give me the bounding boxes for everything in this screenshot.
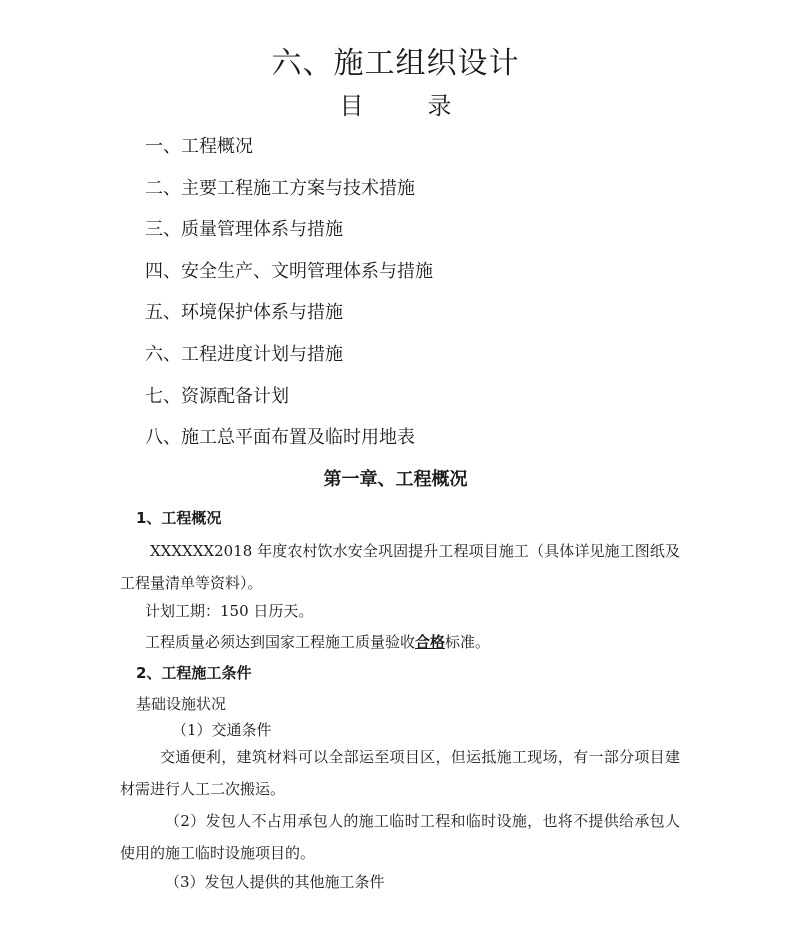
temporary-facilities-text: （2）发包人不占用承包人的施工临时工程和临时设施，也将不提供给承包人使用的施工临时设施项目的。 (120, 812, 680, 862)
toc-item: 二、主要工程施工方案与技术措施 (145, 177, 415, 199)
toc-item: 六、工程进度计划与措施 (145, 343, 343, 365)
quality-text: 工程质量必须达到国家工程施工质量验收 (145, 633, 416, 651)
section-heading: 2、工程施工条件 (136, 664, 252, 682)
traffic-description: 交通便利，建筑材料可以全部运至项目区，但运抵施工现场，有一部分项目建材需进行人工二次搬运。 (120, 748, 680, 798)
quality-emphasis: 合格 (415, 633, 446, 651)
toc-title: 目 录 (339, 92, 472, 120)
document-title: 六、施工组织设计 (271, 46, 520, 81)
toc-item: 八、施工总平面布置及临时用地表 (145, 427, 415, 449)
quality-text-end: 标准。 (445, 633, 491, 651)
chapter-title: 第一章、工程概况 (323, 469, 468, 490)
quality-line (145, 631, 490, 653)
item-title: （1）交通条件 (172, 721, 272, 739)
toc-item: 七、资源配备计划 (145, 385, 289, 407)
table-of-contents (145, 132, 433, 465)
toc-item: 三、质量管理体系与措施 (145, 219, 343, 241)
section-heading: 1、工程概况 (136, 509, 222, 527)
project-description: XXXXXX2018 年度农村饮水安全巩固提升工程项目施工（具体详见施工图纸及工程量清单等资料）。 (120, 542, 680, 592)
infrastructure-label: 基础设施状况 (136, 695, 227, 713)
toc-item: 五、环境保护体系与措施 (145, 302, 343, 324)
item-title: （3）发包人提供的其他施工条件 (165, 873, 385, 891)
toc-item: 四、安全生产、文明管理体系与措施 (145, 260, 433, 282)
toc-item: 一、工程概况 (145, 136, 253, 157)
duration-line: 计划工期：150 日历天。 (145, 602, 314, 620)
